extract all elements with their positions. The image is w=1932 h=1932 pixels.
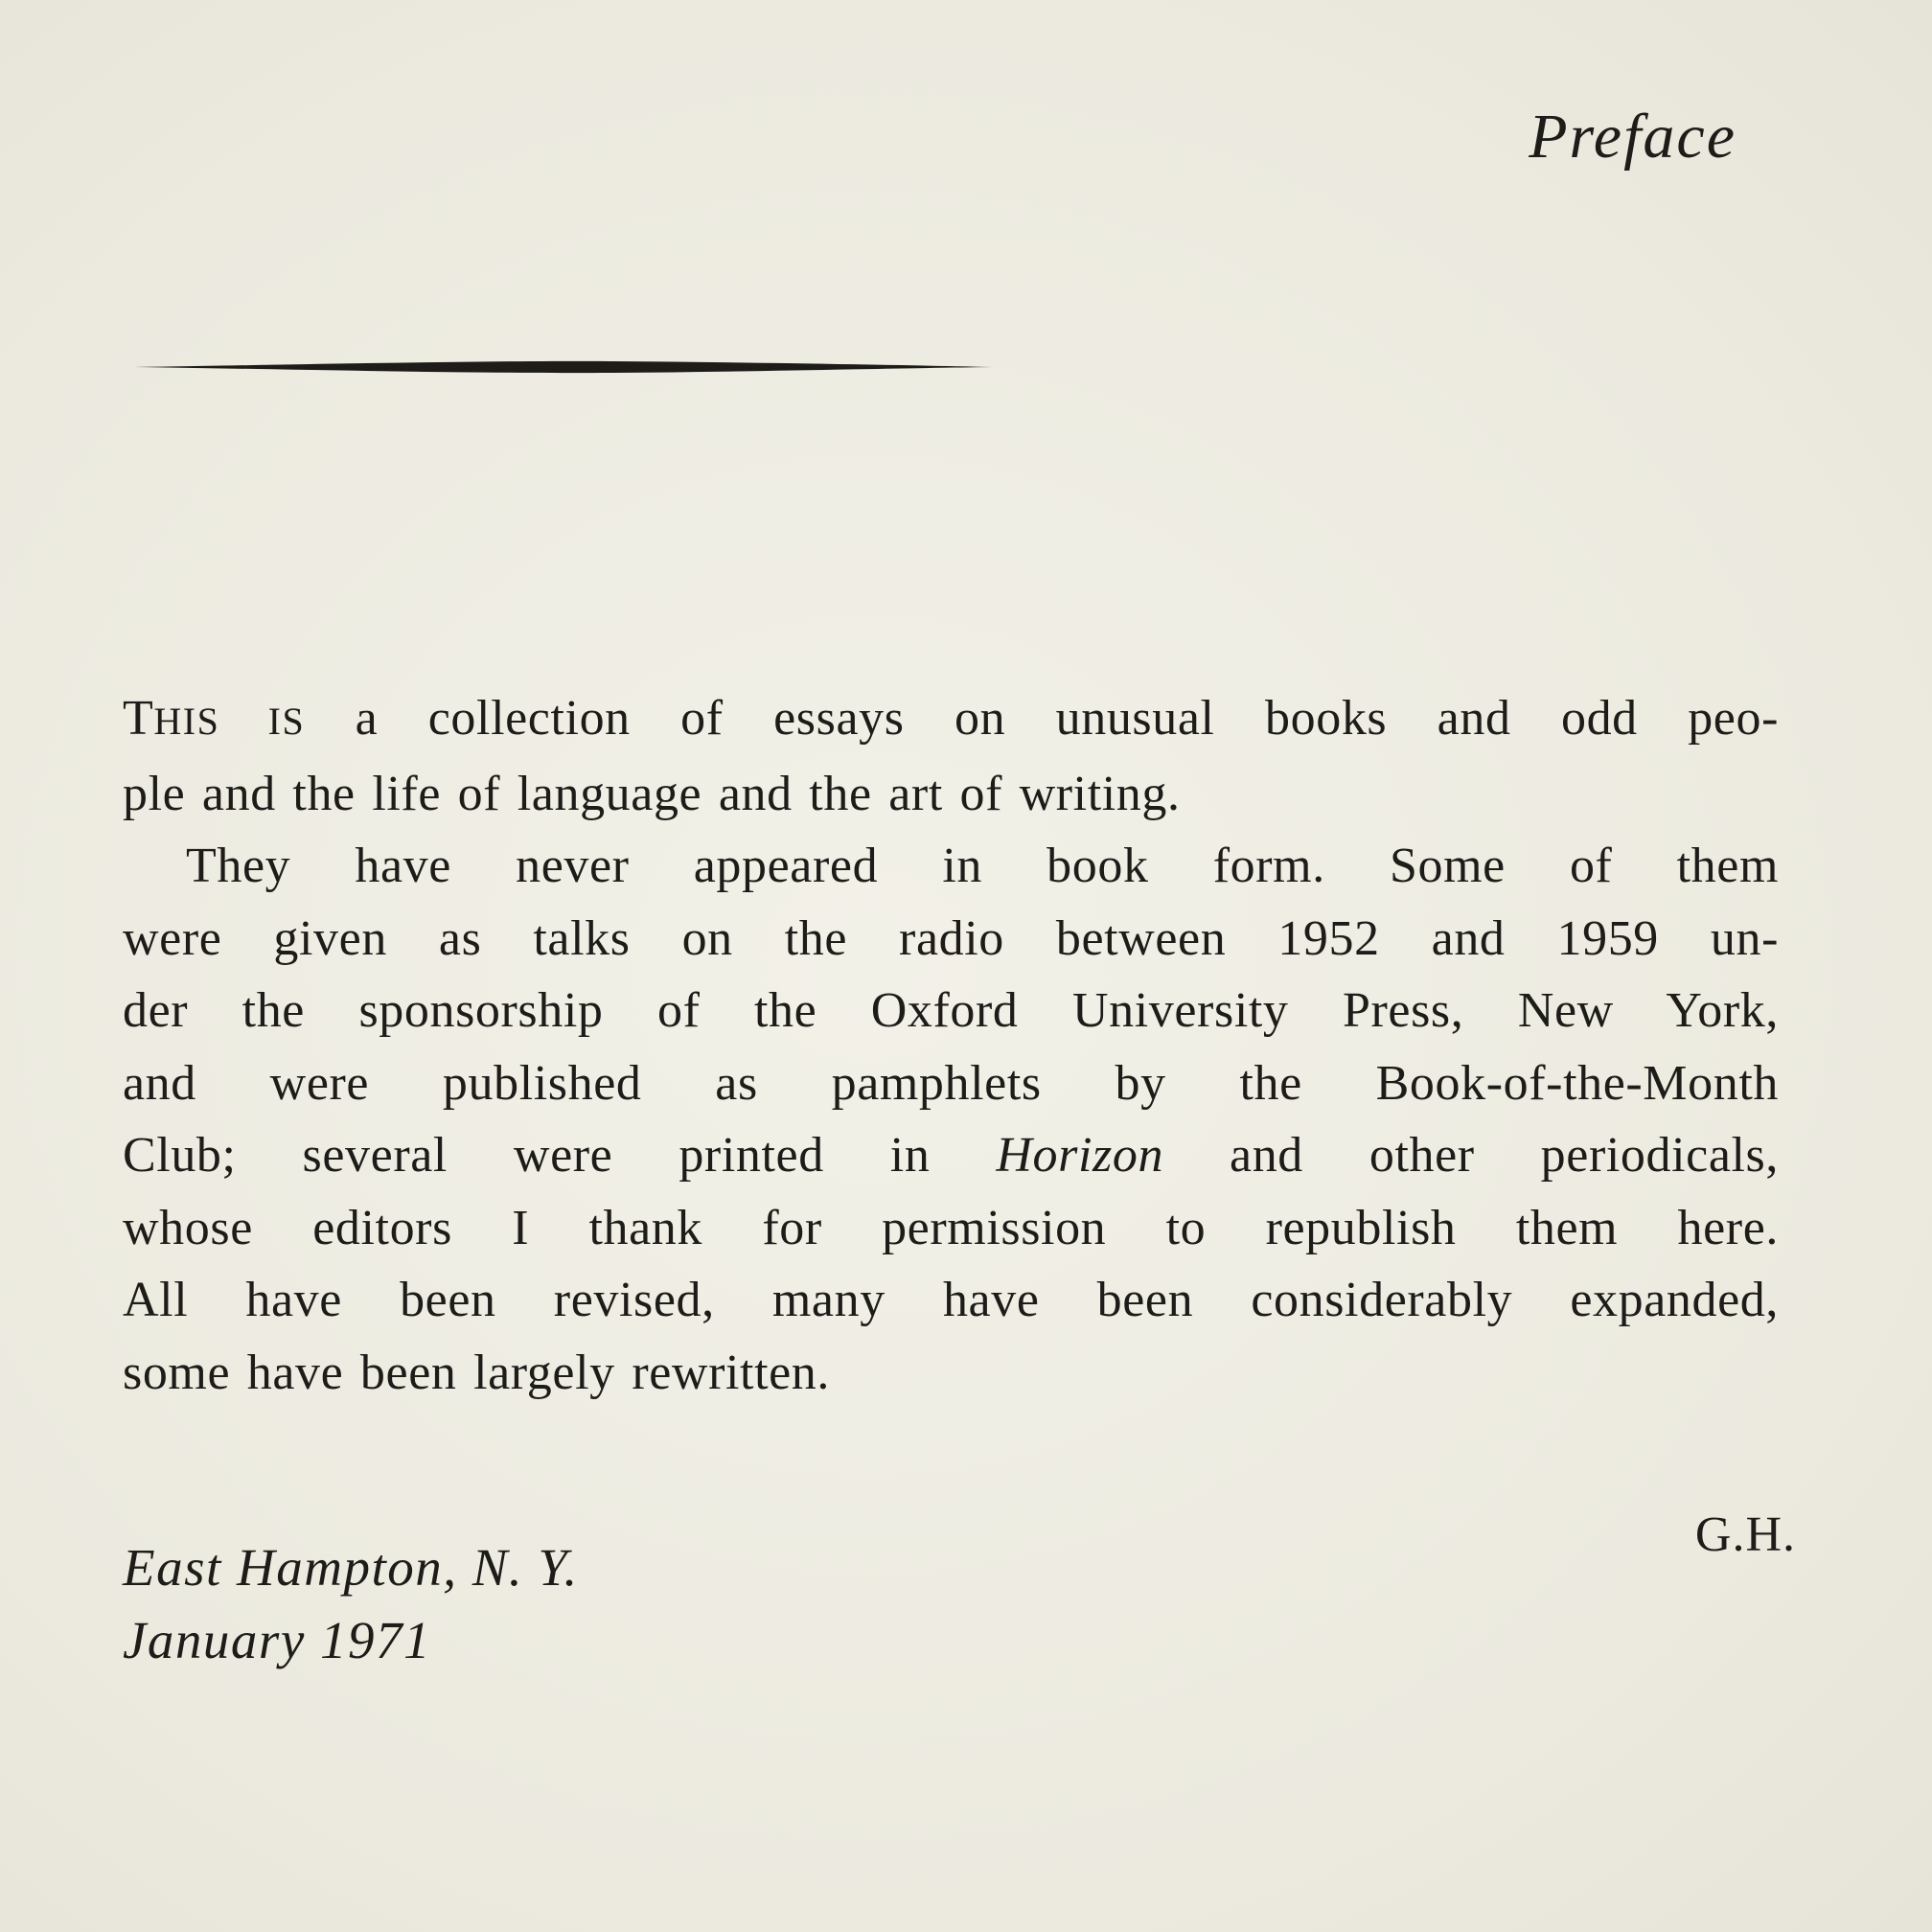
text-fragment: and other periodicals, [1163,1128,1779,1183]
preface-body [123,682,1779,1409]
ornamental-rule [134,356,993,378]
date: January 1971 [123,1611,431,1669]
text-line [123,1119,1779,1192]
text-line: All have been revised, many have been considerably expanded, [123,1273,1779,1327]
text-fragment: Club; several were printed in [123,1128,997,1183]
text-line: der the sponsorship of the Oxford University Press, New York, [123,983,1779,1038]
page-title: Preface [1529,102,1736,172]
place-name: East Hampton, N. Y. [123,1538,579,1597]
lead-initial: T [123,691,154,746]
text-line: some have been largely rewritten. [123,1345,831,1400]
text-line: whose editors I thank for permission to republish them here. [123,1200,1779,1255]
lead-smallcaps: HIS IS [153,700,306,743]
text-line: and were published as pamphlets by the Book-of-the-Month [123,1055,1779,1111]
text-fragment: a collection of essays on unusual books and odd peo- [305,691,1779,746]
text-line [123,682,1779,758]
dateline [123,1531,579,1677]
text-line: ple and the life of language and the art of writing. [123,766,1181,821]
text-line: were given as talks on the radio between 1952 and 1959 un- [123,910,1779,966]
text-line: They have never appeared in book form. Some of them [186,839,1779,893]
periodical-title: Horizon [996,1128,1164,1183]
author-initials: G.H. [1694,1507,1796,1562]
